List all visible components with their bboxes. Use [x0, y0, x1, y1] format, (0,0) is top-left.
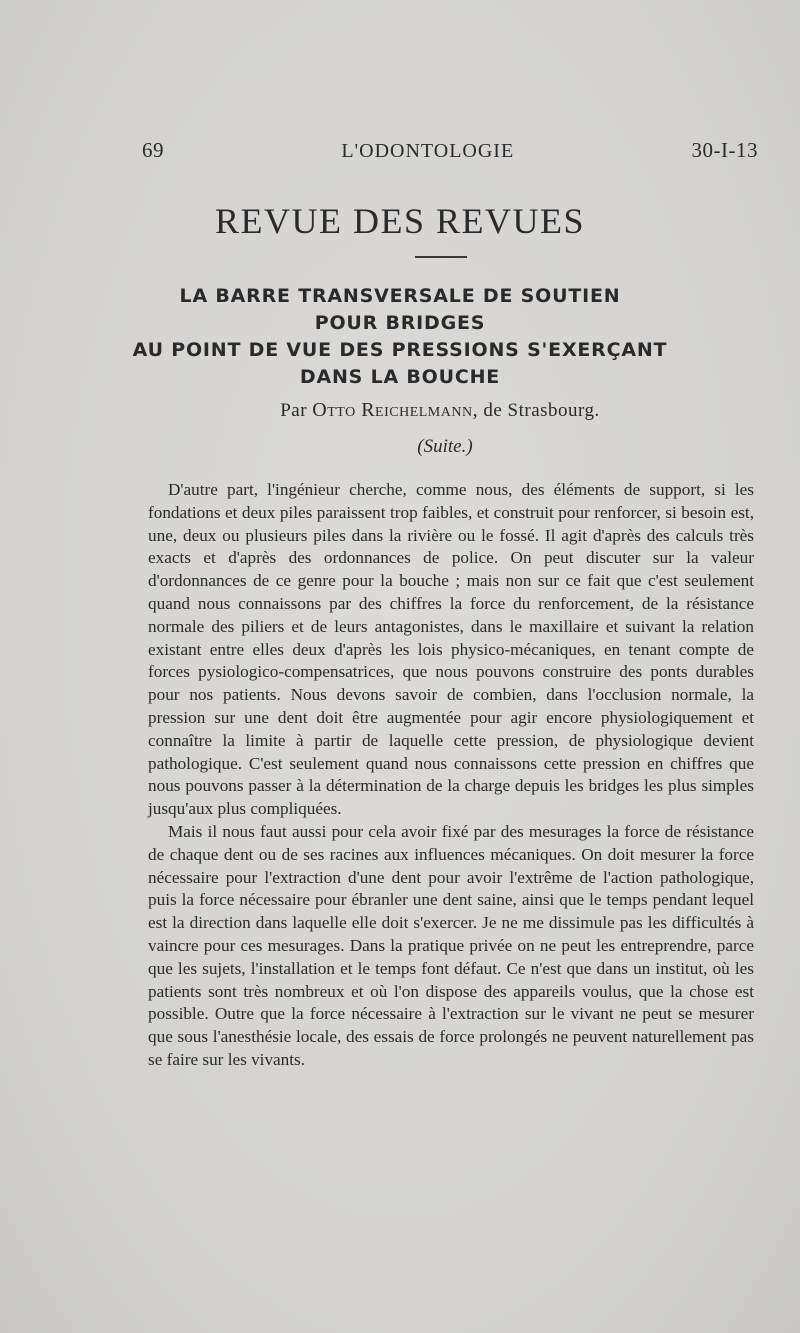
paragraph: Mais il nous faut aussi pour cela avoir fixé par des mesurages la force de résistance de chaque dent ou de ses racines aux influences mécaniques. On doit mesurer la force nécessaire pour l'extraction d'une dent pour avoir l'extrême de l'action pathologique, puis la force nécessaire pour ébranler une dent saine, ainsi que le temps pendant lequel est la direction dans laquelle elle doit s'exercer. Je ne me dissimule pas les difficultés à vaincre pour ces mesurages. Dans la pratique privée on ne peut les entreprendre, parce que les sujets, l'installation et le temps font défaut. Ce n'est que dans un institut, où les patients sont très nombreux et où l'on dispose des appareils voulus, que la chose est possible. Outre que la force nécessaire à l'extraction sur le vivant ne peut se mesurer que sous l'anesthésie locale, des essais de force prolongés ne peuvent naturellement pas se faire sur les vivants.	[148, 821, 754, 1069]
page-number: 69	[142, 138, 164, 162]
article-body	[148, 479, 754, 1072]
article-title-line: AU POINT DE VUE DES PRESSIONS S'EXERÇANT	[132, 339, 668, 361]
running-head	[142, 138, 758, 163]
byline-location: de Strasbourg.	[483, 400, 600, 421]
issue-date: 30-I-13	[691, 138, 758, 162]
continuation-note: (Suite.)	[417, 436, 473, 457]
byline-prefix: Par	[280, 400, 308, 421]
byline	[0, 399, 800, 422]
author-name: Otto Reichelmann,	[312, 399, 479, 421]
article-title-line: POUR BRIDGES	[314, 312, 486, 334]
article-title-line: LA BARRE TRANSVERSALE DE SOUTIEN	[179, 285, 621, 307]
section-title: REVUE DES REVUES	[214, 201, 585, 241]
paragraph: D'autre part, l'ingénieur cherche, comme nous, des éléments de support, si les fondations et deux piles paraissent trop faibles, et construit pour renforcer, si besoin est, une, deux ou plusieurs piles dans la rivière ou le fossé. Il agit d'après des calculs très exacts et d'après des ordonnances de police. On peut discuter sur la valeur d'ordonnances de ce genre pour la bouche ; mais non sur ce fait que c'est seulement quand nous connaissons par des chiffres la force du renforcement, de la résistance normale des piliers et de leurs antagonistes, dans le maxillaire et suivant la relation existant entre elles deux d'après les lois physico-mécaniques, en tenant compte de forces pysiologico-compensatrices, que nous pouvons construire des ponts durables pour nos patients. Nous devons savoir de combien, dans l'occlusion normale, la pression sur une dent doit être augmentée pour agir encore physiologiquement et connaître la limite à partir de laquelle cette pression, de physiologique devient pathologique. C'est seulement quand nous connaissons cette pression en chiffres que nous pouvons passer à la détermination de la charge depuis les bridges les plus simples jusqu'aux plus compliquées.	[148, 480, 754, 819]
article-title	[0, 283, 800, 391]
article-title-line: DANS LA BOUCHE	[299, 366, 501, 388]
journal-title: L'ODONTOLOGIE	[341, 140, 515, 162]
title-rule	[415, 256, 467, 258]
